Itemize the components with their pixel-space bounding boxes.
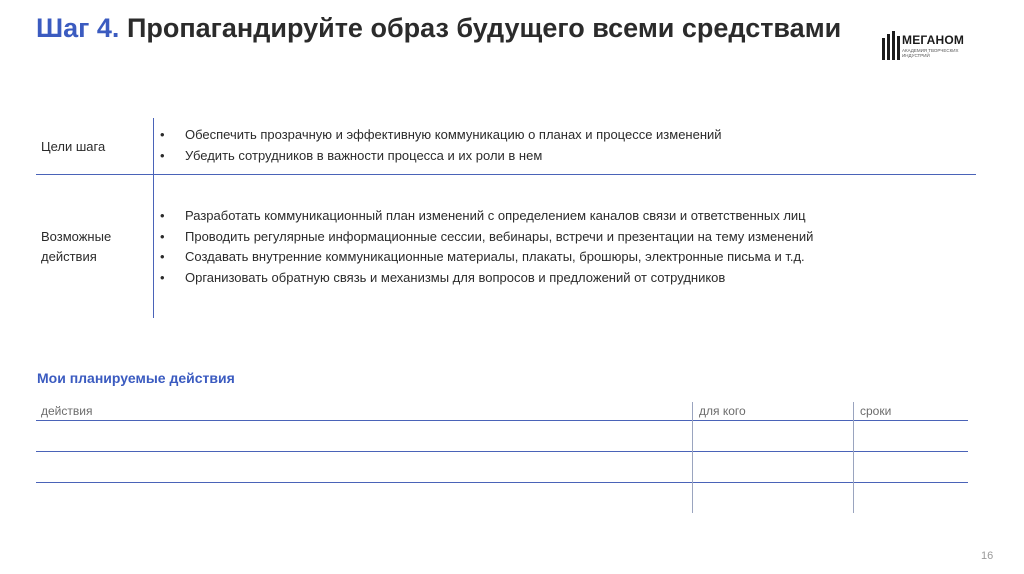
- list-item: • Создавать внутренние коммуникационные материалы, плакаты, брошюры, электронные письма и т.д.: [158, 247, 813, 268]
- list-item: • Разработать коммуникационный план изменений с определением каналов связи и ответственных лиц: [158, 206, 813, 227]
- table-row-line: [36, 420, 968, 421]
- actions-list: [158, 206, 813, 288]
- list-item: • Организовать обратную связь и механизмы для вопросов и предложений от сотрудников: [158, 268, 813, 289]
- goals-list: [158, 125, 722, 166]
- list-item: • Обеспечить прозрачную и эффективную коммуникацию о планах и процессе изменений: [158, 125, 722, 146]
- planned-actions-title: Мои планируемые действия: [37, 370, 235, 386]
- goals-label: Цели шага: [41, 139, 106, 154]
- title-text: Пропагандируйте образ будущего всеми средствами: [126, 13, 842, 43]
- table-row-line: [36, 482, 968, 483]
- column-divider: [692, 402, 693, 513]
- list-item: • Проводить регулярные информационные сессии, вебинары, встречи и презентации на тему изменений: [158, 227, 813, 248]
- step-number: Шаг 4.: [36, 13, 120, 43]
- page-title: [36, 12, 856, 45]
- table-divider-vertical: [153, 118, 154, 318]
- actions-label-line1: Возможные: [41, 229, 112, 244]
- table-row-line: [36, 451, 968, 452]
- actions-label-line2: действия: [41, 249, 97, 264]
- table-divider-horizontal: [36, 174, 976, 175]
- logo-name: МЕГАНОМ: [902, 33, 965, 47]
- meganom-logo: [882, 28, 982, 64]
- column-header-actions: действия: [41, 404, 93, 418]
- logo-subtitle: АКАДЕМИЯ ТВОРЧЕСКИХ ИНДУСТРИЙ: [902, 48, 959, 58]
- list-item: • Убедить сотрудников в важности процесса и их роли в нем: [158, 146, 722, 167]
- page-number: 16: [981, 550, 994, 562]
- logo-mark-icon: [882, 28, 902, 64]
- column-header-for-whom: для кого: [699, 404, 746, 418]
- column-header-deadline: сроки: [860, 404, 892, 418]
- column-divider: [853, 402, 854, 513]
- actions-label: [41, 227, 111, 267]
